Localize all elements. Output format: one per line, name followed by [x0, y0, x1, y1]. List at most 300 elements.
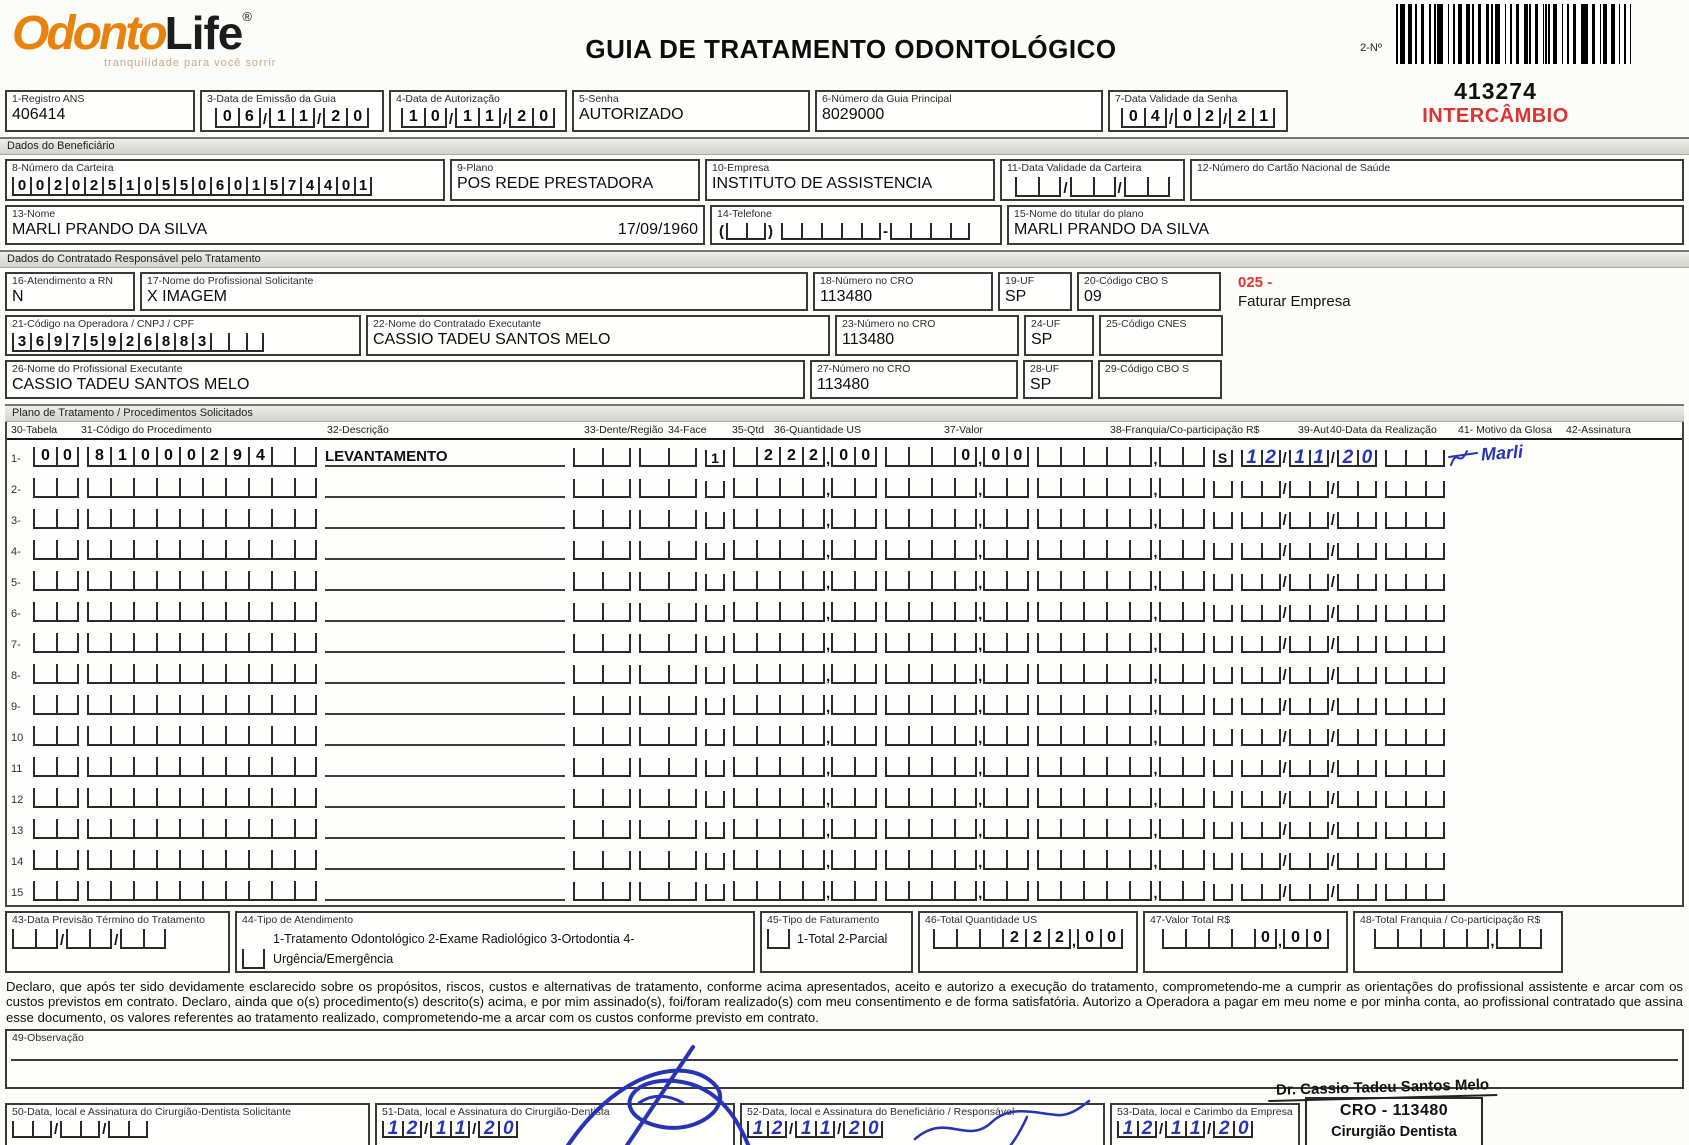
codigo-comb — [87, 695, 317, 715]
signature-cell — [1453, 784, 1676, 808]
face-comb — [639, 820, 697, 839]
date-comb: 1 2 / 1 1 / 2 0 — [1117, 1118, 1293, 1139]
field-label: 9-Plano — [457, 162, 494, 174]
field-label: 11-Data Validade da Carteira — [1007, 162, 1142, 174]
field-data-emissao — [200, 90, 384, 132]
field-contratado-executante — [366, 315, 830, 356]
operator-code-comb: 3 6 9 7 5 9 2 6 8 8 3 — [12, 330, 354, 352]
aut-comb — [1213, 667, 1233, 684]
field-cbo-solicitante — [1077, 272, 1221, 311]
data-realizacao-comb: / / — [1241, 481, 1377, 498]
signature-cell — [1453, 846, 1676, 870]
field-label: 46-Total Quantidade US — [925, 914, 1038, 926]
procedure-description — [325, 881, 565, 901]
procedures-table — [5, 422, 1684, 907]
field-label: 16-Atendimento a RN — [12, 275, 113, 287]
year-comb — [1124, 177, 1170, 197]
aut-comb — [1213, 481, 1233, 498]
qtd-comb — [705, 481, 725, 498]
aut-comb — [1213, 729, 1233, 746]
tabela-comb — [33, 602, 79, 622]
tabela-comb — [33, 695, 79, 715]
signature-cell — [1453, 877, 1676, 901]
codigo-comb: 8 1 0 0 0 2 9 4 — [87, 447, 317, 467]
field-value: SP — [1005, 288, 1027, 305]
date-comb: 1 2 / 1 1 / 2 0 — [747, 1118, 1098, 1139]
valor-comb: , — [885, 664, 1029, 684]
dente-comb — [573, 665, 631, 684]
signature-cell — [1453, 474, 1676, 498]
billing-note-code: 025 - — [1238, 274, 1273, 291]
contratado-row-3 — [5, 360, 1684, 399]
total-franquia-comb: , — [1360, 926, 1556, 949]
signature-row — [5, 1103, 1684, 1145]
field-label: 25-Código CNES — [1106, 318, 1187, 330]
aut-comb: S — [1213, 450, 1233, 467]
row-number: 10 — [11, 732, 24, 744]
year-comb: 2 1 — [1229, 108, 1275, 128]
procedure-description — [325, 571, 565, 591]
procedure-row-empty — [7, 719, 1682, 750]
field-label: 15-Nome do titular do plano — [1014, 208, 1144, 220]
row-number: 5- — [11, 577, 21, 589]
quantidade-us-comb: , — [733, 478, 877, 498]
aut-comb — [1213, 822, 1233, 839]
data-realizacao-comb: / / — [1241, 760, 1377, 777]
face-comb — [639, 510, 697, 529]
tabela-comb — [33, 757, 79, 777]
valor-comb: , — [885, 540, 1029, 560]
face-comb — [639, 603, 697, 622]
row-number: 14 — [11, 856, 24, 868]
aut-comb — [1213, 791, 1233, 808]
dente-comb — [573, 603, 631, 622]
field-codigo-operadora — [5, 315, 361, 356]
row-number: 7- — [11, 639, 21, 651]
field-label: 13-Nome — [12, 208, 56, 220]
aut-comb — [1213, 760, 1233, 777]
face-comb — [639, 882, 697, 901]
procedure-row-empty — [7, 657, 1682, 688]
procedures-table-body — [7, 440, 1682, 905]
valor-comb: , — [885, 633, 1029, 653]
codigo-comb — [87, 540, 317, 560]
barcode-number: 413274 — [1454, 78, 1537, 104]
field-value: CASSIO TADEU SANTOS MELO — [373, 331, 611, 348]
logo-part-life: Life — [164, 7, 243, 59]
field-value: 8029000 — [822, 106, 885, 123]
face-comb — [639, 696, 697, 715]
motivo-glosa-comb — [1385, 605, 1445, 622]
header-left — [0, 0, 1302, 132]
valor-comb: 0 , 0 0 — [885, 447, 1029, 467]
field-label: 27-Número no CRO — [817, 363, 911, 375]
field-value: MARLI PRANDO DA SILVA — [1014, 221, 1210, 238]
field-label: 22-Nome do Contratado Executante — [373, 318, 542, 330]
procedure-description — [325, 664, 565, 684]
date-comb: 1 0 / 1 1 / 2 0 — [396, 105, 560, 128]
codigo-comb — [87, 726, 317, 746]
signature-cell — [1453, 629, 1676, 653]
motivo-glosa-comb — [1385, 729, 1445, 746]
franquia-comb: , — [1037, 664, 1204, 684]
field-value — [1105, 375, 1215, 395]
franquia-comb: , — [1037, 850, 1204, 870]
tabela-comb — [33, 478, 79, 498]
field-label: 44-Tipo de Atendimento — [242, 914, 354, 926]
field-assinatura-dentista — [375, 1103, 735, 1145]
field-telefone — [710, 205, 1002, 245]
tabela-comb — [33, 850, 79, 870]
field-carimbo-empresa — [1110, 1103, 1300, 1145]
procedure-description — [325, 478, 565, 498]
valor-comb: , — [885, 881, 1029, 901]
field-numero-guia-principal — [815, 90, 1103, 132]
signature-cell — [1453, 753, 1676, 777]
field-label: 49-Observação — [12, 1031, 84, 1044]
qtd-comb — [705, 698, 725, 715]
field-label: 53-Data, local e Carimbo da Empresa — [1117, 1105, 1293, 1118]
codigo-comb — [87, 478, 317, 498]
procedure-description — [325, 602, 565, 622]
franquia-comb: , — [1037, 788, 1204, 808]
field-assinatura-beneficiario — [740, 1103, 1105, 1145]
codigo-comb — [87, 571, 317, 591]
codigo-comb — [87, 850, 317, 870]
franquia-comb: , — [1037, 695, 1204, 715]
signature-text: Marli — [1480, 441, 1524, 465]
month-comb: 0 2 — [1175, 108, 1221, 128]
procedure-description — [325, 850, 565, 870]
dente-comb — [573, 572, 631, 591]
quantidade-us-comb: , — [733, 881, 877, 901]
procedure-row-empty — [7, 843, 1682, 874]
data-realizacao-comb: / / — [1241, 512, 1377, 529]
qtd-comb: 1 — [705, 450, 725, 467]
col-assinatura: 42-Assinatura — [1566, 424, 1631, 436]
dente-comb — [573, 789, 631, 808]
valor-comb: , — [885, 478, 1029, 498]
codigo-comb — [87, 633, 317, 653]
col-data-realizacao: 40-Data da Realização — [1330, 424, 1437, 436]
codigo-comb — [87, 664, 317, 684]
field-senha — [572, 90, 810, 132]
stamp-cro-number: CRO - 113480 — [1339, 1101, 1449, 1119]
data-realizacao-comb: / / — [1241, 605, 1377, 622]
field-value: 113480 — [842, 331, 895, 348]
procedure-row-empty — [7, 812, 1682, 843]
field-label: 18-Número no CRO — [820, 275, 914, 287]
field-label: 24-UF — [1031, 318, 1061, 330]
franquia-comb: , — [1037, 602, 1204, 622]
procedure-row-empty — [7, 688, 1682, 719]
signature-cell — [1453, 691, 1676, 715]
field-cro-executante — [835, 315, 1019, 356]
face-comb — [639, 758, 697, 777]
date-comb: / / — [12, 1118, 363, 1139]
motivo-glosa-comb — [1385, 574, 1445, 591]
face-comb — [639, 572, 697, 591]
logo-tagline: tranquilidade para você sorrir — [104, 57, 277, 69]
billing-note-text: Faturar Empresa — [1238, 293, 1351, 310]
signature-stroke-icon — [1447, 445, 1481, 471]
data-realizacao-comb: / / — [1241, 884, 1377, 901]
field-label: 23-Número no CRO — [842, 318, 936, 330]
aut-comb — [1213, 636, 1233, 653]
month-comb: 1 1 — [269, 108, 315, 128]
aut-comb — [1213, 605, 1233, 622]
data-realizacao-comb: / / — [1241, 729, 1377, 746]
year-comb: 2 0 — [323, 108, 369, 128]
beneficiary-birthdate: 17/09/1960 — [617, 221, 698, 238]
col-tabela: 30-Tabela — [11, 424, 58, 436]
total-us-comb: 2 2 2 , 0 0 — [925, 926, 1131, 949]
valor-comb: , — [885, 726, 1029, 746]
procedure-description — [325, 695, 565, 715]
field-label: 17-Nome do Profissional Solicitante — [147, 275, 314, 287]
field-label: 29-Código CBO S — [1105, 363, 1190, 375]
procedure-description — [325, 540, 565, 560]
franquia-comb: , — [1037, 726, 1204, 746]
motivo-glosa-comb — [1385, 450, 1445, 467]
logo-wordmark — [12, 6, 400, 61]
face-comb — [639, 541, 697, 560]
face-comb — [639, 789, 697, 808]
procedure-row-empty — [7, 564, 1682, 595]
procedure-row-empty — [7, 595, 1682, 626]
field-label: 4-Data de Autorização — [396, 93, 500, 105]
procedure-description — [325, 788, 565, 808]
registered-mark-icon: ® — [242, 9, 252, 24]
dente-comb — [573, 758, 631, 777]
motivo-glosa-comb — [1385, 481, 1445, 498]
field-total-franquia — [1353, 911, 1563, 973]
field-label: 47-Valor Total R$ — [1150, 914, 1231, 926]
options-text: 1-Total 2-Parcial — [797, 932, 888, 946]
quantidade-us-comb: , — [733, 850, 877, 870]
date-comb: / / — [12, 926, 223, 949]
field-value: 113480 — [817, 376, 870, 393]
franquia-comb: , — [1037, 881, 1204, 901]
procedure-description — [325, 726, 565, 746]
tabela-comb — [33, 881, 79, 901]
day-comb — [1015, 177, 1061, 197]
card-number-comb: 0 0 2 0 2 5 1 0 5 5 0 6 0 1 5 7 4 4 0 1 — [12, 174, 438, 196]
quantidade-us-comb: , — [733, 602, 877, 622]
field-label: 14-Telefone — [717, 208, 772, 220]
field-value: SP — [1031, 331, 1053, 348]
dente-comb — [573, 541, 631, 560]
field-label: 48-Total Franquia / Co-participação R$ — [1360, 914, 1541, 926]
date-comb: 0 6 / 1 1 / 2 0 — [207, 105, 377, 128]
signature-cell — [1453, 815, 1676, 839]
motivo-glosa-comb — [1385, 667, 1445, 684]
logo-part-odonto: Odonto — [12, 7, 165, 60]
procedure-row-empty — [7, 471, 1682, 502]
codigo-comb — [87, 509, 317, 529]
row-number: 8- — [11, 670, 21, 682]
field-total-quantidade-us — [918, 911, 1138, 973]
quantidade-us-comb: , — [733, 509, 877, 529]
field-previsao-termino — [5, 911, 230, 973]
valor-comb: , — [885, 757, 1029, 777]
row-number: 4- — [11, 546, 21, 558]
quantidade-us-comb: 2 2 2 , 0 0 — [733, 447, 877, 467]
field-value: 09 — [1084, 288, 1102, 305]
motivo-glosa-comb — [1385, 543, 1445, 560]
aut-comb — [1213, 512, 1233, 529]
data-realizacao-comb: / / — [1241, 853, 1377, 870]
day-comb: 1 0 — [401, 108, 447, 128]
data-realizacao-comb: / / — [1241, 667, 1377, 684]
field-plano — [450, 159, 700, 201]
section-beneficiario: Dados do Beneficiário — [0, 137, 1689, 155]
dente-comb — [573, 696, 631, 715]
field-label: 1-Registro ANS — [12, 93, 85, 105]
tabela-comb — [33, 664, 79, 684]
field-value: POS REDE PRESTADORA — [457, 175, 654, 192]
field-profissional-executante — [5, 360, 805, 399]
dente-comb — [573, 510, 631, 529]
barcode-row — [1360, 4, 1631, 64]
qtd-comb — [705, 729, 725, 746]
motivo-glosa-comb — [1385, 698, 1445, 715]
quantidade-us-comb: , — [733, 726, 877, 746]
tabela-comb — [33, 633, 79, 653]
field-label: 52-Data, local e Assinatura do Beneficiário / Responsável — [747, 1105, 1015, 1118]
billing-note — [1226, 272, 1351, 311]
section-plano-tratamento: Plano de Tratamento / Procedimentos Solicitados — [5, 404, 1684, 422]
header-fields-row — [5, 90, 1297, 132]
field-empresa — [705, 159, 995, 201]
date-comb: 0 4 / 0 2 / 2 1 — [1115, 105, 1281, 128]
col-motivo-glosa: 41- Motivo da Glosa — [1458, 424, 1552, 436]
odontolife-logo — [0, 0, 400, 69]
signature-cell — [1453, 722, 1676, 746]
quantidade-us-comb: , — [733, 695, 877, 715]
qtd-comb — [705, 760, 725, 777]
procedure-description — [325, 819, 565, 839]
field-registro-ans — [5, 90, 195, 132]
contratado-row-1 — [5, 272, 1684, 311]
col-face: 34-Face — [668, 424, 707, 436]
procedure-row-empty — [7, 781, 1682, 812]
procedure-row-empty — [7, 626, 1682, 657]
face-comb — [639, 851, 697, 870]
procedure-row-empty — [7, 502, 1682, 533]
valor-comb: , — [885, 819, 1029, 839]
field-value — [1106, 330, 1216, 350]
field-tipo-faturamento — [760, 911, 913, 973]
col-franquia: 38-Franquia/Co-participação R$ — [1110, 424, 1260, 436]
field-uf-profissional-executante — [1023, 360, 1093, 399]
data-realizacao-comb: / / — [1241, 791, 1377, 808]
procedure-description — [325, 757, 565, 777]
field-cro-solicitante — [813, 272, 993, 311]
row-number: 1- — [11, 453, 21, 465]
field-value: INSTITUTO DE ASSISTENCIA — [712, 175, 933, 192]
options-text: 1-Tratamento Odontológico 2-Exame Radiológico 3-Ortodontia 4-Urgência/Emergência — [273, 932, 635, 966]
stamp-role: Cirurgião Dentista — [1331, 1123, 1457, 1140]
field-assinatura-solicitante — [5, 1103, 370, 1145]
field-cnes — [1099, 315, 1223, 356]
tabela-comb — [33, 509, 79, 529]
qtd-comb — [705, 667, 725, 684]
field-value: N — [12, 288, 24, 305]
intercambio-stamp: INTERCÂMBIO — [1422, 105, 1569, 127]
beneficiario-row-2 — [5, 205, 1684, 245]
field-value: X IMAGEM — [147, 288, 228, 305]
field-cbo-executante — [1098, 360, 1222, 399]
data-realizacao-comb: / / — [1241, 822, 1377, 839]
year-comb: 2 0 — [509, 108, 555, 128]
valor-total-comb: 0 , 0 0 — [1150, 926, 1341, 949]
quantidade-us-comb: , — [733, 571, 877, 591]
motivo-glosa-comb — [1385, 512, 1445, 529]
valor-comb: , — [885, 509, 1029, 529]
field-label: 8-Número da Carteira — [12, 162, 114, 174]
field-valor-total — [1143, 911, 1348, 973]
totals-row — [5, 911, 1684, 973]
tabela-comb — [33, 540, 79, 560]
qtd-comb — [705, 574, 725, 591]
valor-comb: , — [885, 602, 1029, 622]
beneficiario-row-1 — [5, 159, 1684, 201]
tipo-faturamento-options — [767, 926, 906, 949]
face-comb — [639, 665, 697, 684]
field-uf-solicitante — [998, 272, 1072, 311]
field-value: SP — [1030, 376, 1052, 393]
field-data-autorizacao — [389, 90, 567, 132]
procedure-description: LEVANTAMENTO — [325, 447, 565, 467]
franquia-comb: , — [1037, 447, 1204, 467]
col-dente-regiao: 33-Dente/Região — [584, 424, 664, 436]
col-descricao: 32-Descrição — [327, 424, 389, 436]
franquia-comb: , — [1037, 571, 1204, 591]
field-validade-carteira — [1000, 159, 1185, 201]
field-cartao-nacional-saude — [1190, 159, 1684, 201]
motivo-glosa-comb — [1385, 853, 1445, 870]
face-comb — [639, 634, 697, 653]
row-number: 12 — [11, 794, 24, 806]
tipo-atendimento-options — [242, 926, 748, 969]
qtd-comb — [705, 822, 725, 839]
valor-comb: , — [885, 850, 1029, 870]
field-uf-executante — [1024, 315, 1094, 356]
data-realizacao-comb: 1 2 / 1 1 / 2 0 — [1241, 450, 1377, 467]
quantidade-us-comb: , — [733, 540, 877, 560]
dente-comb — [573, 882, 631, 901]
field-label: 7-Data Validade da Senha — [1115, 93, 1238, 105]
field-label: 26-Nome do Profissional Executante — [12, 363, 183, 375]
tabela-comb — [33, 819, 79, 839]
motivo-glosa-comb — [1385, 636, 1445, 653]
date-comb: / / — [1007, 174, 1178, 197]
procedure-description — [325, 509, 565, 529]
month-comb — [1070, 177, 1116, 197]
field-profissional-solicitante — [140, 272, 808, 311]
phone-comb: ( ) - — [717, 220, 995, 241]
row-number: 9- — [11, 701, 21, 713]
beneficiary-name: MARLI PRANDO DA SILVA — [12, 221, 208, 238]
franquia-comb: , — [1037, 757, 1204, 777]
row-number: 6- — [11, 608, 21, 620]
col-aut: 39-Aut — [1298, 424, 1329, 436]
franquia-comb: , — [1037, 819, 1204, 839]
barcode-block — [1302, 0, 1689, 132]
barcode-icon — [1396, 4, 1631, 64]
field-label: 19-UF — [1005, 275, 1035, 287]
